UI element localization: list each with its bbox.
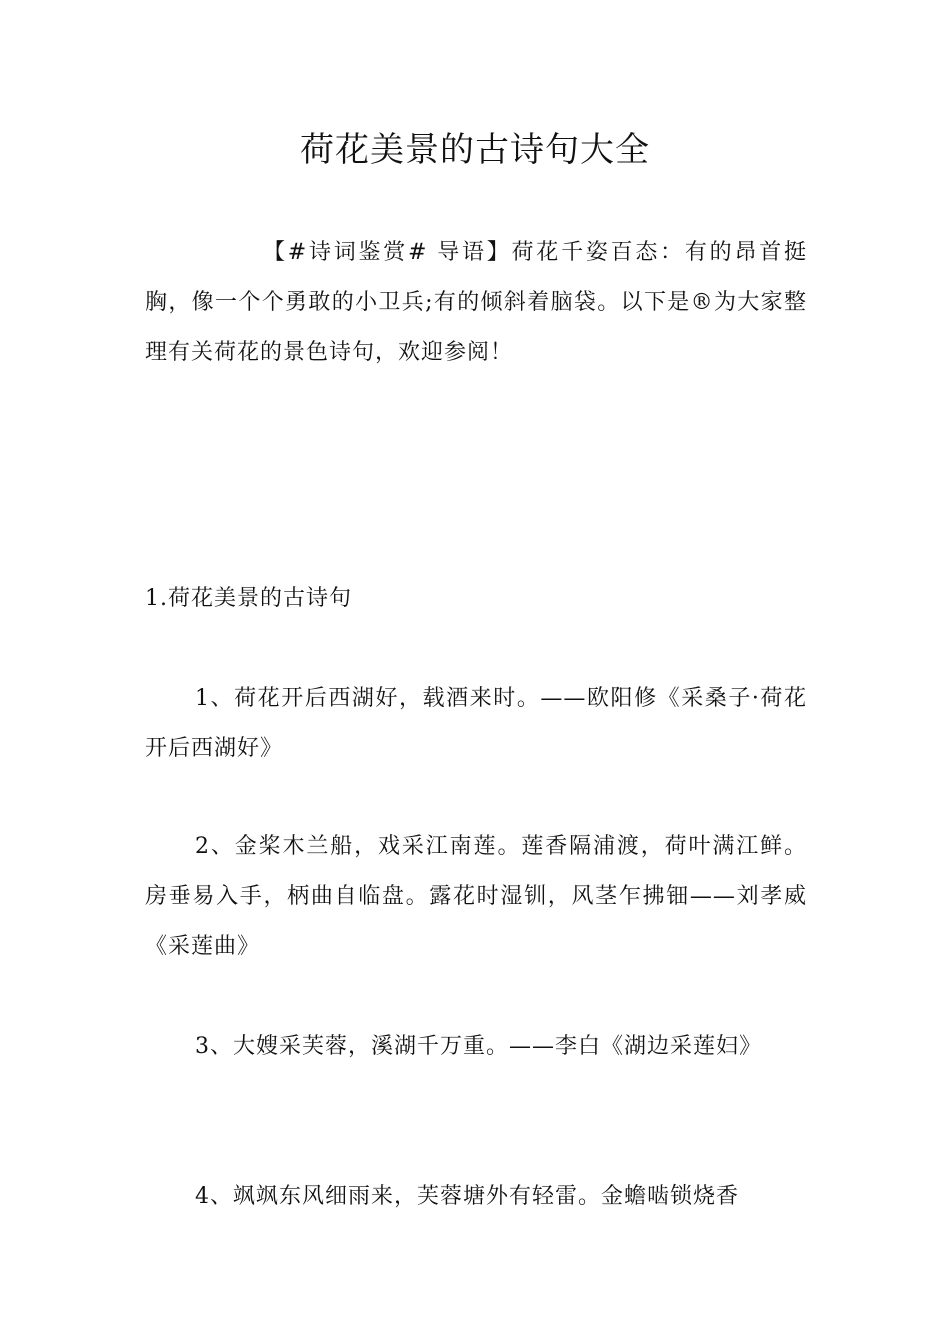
poem-line-1: 1、荷花开后西湖好，载酒来时。——欧阳修《采桑子·荷花开后西湖好》 <box>145 686 807 761</box>
poem-line-3: 3、大嫂采芙蓉，溪湖千万重。——李白《湖边采莲妇》 <box>195 1034 762 1059</box>
page-title: 荷花美景的古诗句大全 <box>300 130 650 170</box>
poem-line-4: 4、飒飒东风细雨来，芙蓉塘外有轻雷。金蟾啮锁烧香 <box>195 1184 739 1209</box>
intro-paragraph: 【#诗词鉴赏# 导语】荷花千姿百态：有的昂首挺胸，像一个个勇敢的小卫兵;有的倾斜着脑袋。以下是®为大家整理有关荷花的景色诗句，欢迎参阅！ <box>145 240 807 365</box>
section-heading: 1.荷花美景的古诗句 <box>145 586 352 611</box>
poem-line-2: 2、金桨木兰船，戏采江南莲。莲香隔浦渡，荷叶满江鲜。房垂易入手，柄曲自临盘。露花时湿钏，风茎乍拂钿——刘孝威《采莲曲》 <box>145 834 807 959</box>
